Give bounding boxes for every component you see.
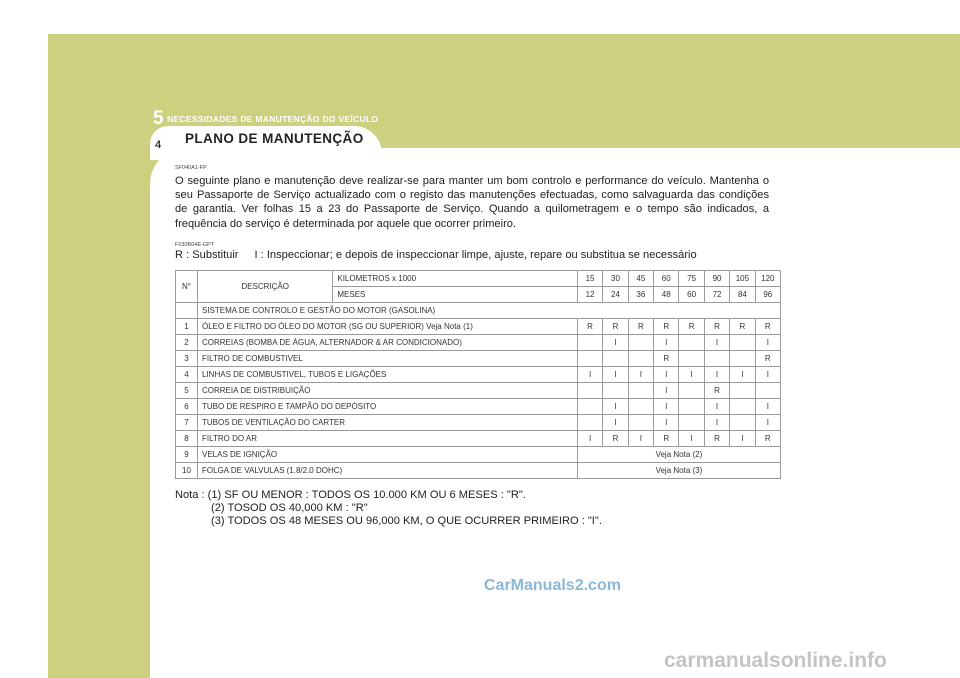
interval-cell bbox=[577, 335, 602, 351]
months-cell: 72 bbox=[704, 287, 729, 303]
km-cell: 90 bbox=[704, 271, 729, 287]
notes bbox=[175, 489, 602, 528]
note-2: (2) TOSOD OS 40,000 KM : "R" bbox=[211, 502, 368, 514]
interval-cell: R bbox=[654, 351, 679, 367]
km-cell: 30 bbox=[603, 271, 628, 287]
legend bbox=[175, 249, 697, 261]
interval-cell bbox=[704, 351, 729, 367]
interval-cell bbox=[679, 399, 704, 415]
row-description: TUBOS DE VENTILAÇÃO DO CARTER bbox=[198, 415, 578, 431]
page-number: 4 bbox=[155, 139, 162, 151]
interval-cell bbox=[730, 383, 755, 399]
group-num-cell bbox=[176, 303, 198, 319]
interval-cell: R bbox=[679, 319, 704, 335]
km-cell: 75 bbox=[679, 271, 704, 287]
row-number: 6 bbox=[176, 399, 198, 415]
table-row bbox=[176, 335, 781, 351]
interval-cell: R bbox=[577, 319, 602, 335]
table-row bbox=[176, 431, 781, 447]
interval-cell: I bbox=[755, 415, 780, 431]
legend-code: F030B04E-GPT bbox=[175, 242, 215, 248]
row-description: CORREIA DE DISTRIBUIÇÃO bbox=[198, 383, 578, 399]
interval-cell bbox=[730, 399, 755, 415]
interval-cell bbox=[679, 415, 704, 431]
row-description: TUBO DE RESPIRO E TAMPÃO DO DEPÓSITO bbox=[198, 399, 578, 415]
interval-cell: I bbox=[654, 415, 679, 431]
interval-cell bbox=[679, 383, 704, 399]
km-cell: 60 bbox=[654, 271, 679, 287]
row-description: CORREIAS (BOMBA DE ÁGUA, ALTERNADOR & AR CONDICIONADO) bbox=[198, 335, 578, 351]
table-header-km bbox=[176, 271, 781, 287]
interval-cell: R bbox=[628, 319, 653, 335]
interval-cell: I bbox=[755, 399, 780, 415]
row-description: VELAS DE IGNIÇÃO bbox=[198, 447, 578, 463]
interval-cell: R bbox=[654, 431, 679, 447]
chapter-number: 5 bbox=[153, 108, 164, 129]
legend-inspect: I : Inspeccionar; e depois de inspeccionar limpe, ajuste, repare ou substitua se necessário bbox=[254, 249, 697, 261]
table-row bbox=[176, 367, 781, 383]
num-header: N° bbox=[176, 271, 198, 303]
months-cell: 60 bbox=[679, 287, 704, 303]
interval-cell: I bbox=[654, 383, 679, 399]
row-description: LINHAS DE COMBUSTIVEL, TUBOS E LIGAÇÕES bbox=[198, 367, 578, 383]
row-description: FILTRO DO AR bbox=[198, 431, 578, 447]
maintenance-table bbox=[175, 270, 781, 479]
interval-cell bbox=[679, 335, 704, 351]
km-label: KILOMETROS x 1000 bbox=[333, 271, 578, 287]
chapter-title: NECESSIDADES DE MANUTENÇÃO DO VEÍCULO bbox=[167, 114, 379, 124]
interval-cell: R bbox=[755, 431, 780, 447]
interval-cell: I bbox=[603, 399, 628, 415]
km-cell: 105 bbox=[730, 271, 755, 287]
table-body bbox=[176, 319, 781, 479]
group-title: SISTEMA DE CONTROLO E GESTÃO DO MOTOR (GASOLINA) bbox=[198, 303, 781, 319]
intro-paragraph: O seguinte plano e manutenção deve realizar-se para manter um bom controlo e performance do veículo. Mantenha o seu Passaporte de Serviço actualizado com o registo das manutenções efectuadas, como salvaguarda das condições de garantia. Ver folhas 15 a 23 do Passaporte de Serviço. Quando a quilometragem e o tempo são indicados, a frequência do serviço é determinada por aquele que ocorrer primeiro. bbox=[175, 175, 769, 230]
interval-cell: I bbox=[628, 431, 653, 447]
km-cell: 15 bbox=[577, 271, 602, 287]
note-3: (3) TODOS OS 48 MESES OU 96,000 KM, O QUE OCURRER PRIMEIRO : "I". bbox=[211, 515, 602, 527]
row-description: FILTRO DE COMBUSTIVEL bbox=[198, 351, 578, 367]
row-description: ÓLEO E FILTRO DO ÓLEO DO MOTOR (SG OU SUPERIOR) Veja Nota (1) bbox=[198, 319, 578, 335]
interval-cell bbox=[755, 383, 780, 399]
interval-cell bbox=[679, 351, 704, 367]
interval-cell bbox=[577, 351, 602, 367]
table-row bbox=[176, 351, 781, 367]
interval-cell bbox=[628, 399, 653, 415]
km-cell: 45 bbox=[628, 271, 653, 287]
table-row bbox=[176, 399, 781, 415]
months-cell: 12 bbox=[577, 287, 602, 303]
interval-cell: I bbox=[628, 367, 653, 383]
interval-cell: I bbox=[755, 367, 780, 383]
interval-cell: R bbox=[755, 351, 780, 367]
table-row bbox=[176, 319, 781, 335]
row-number: 3 bbox=[176, 351, 198, 367]
interval-cell: I bbox=[704, 415, 729, 431]
interval-cell bbox=[577, 399, 602, 415]
interval-cell bbox=[603, 383, 628, 399]
interval-cell: R bbox=[704, 319, 729, 335]
interval-cell bbox=[730, 415, 755, 431]
interval-cell: I bbox=[704, 399, 729, 415]
row-number: 4 bbox=[176, 367, 198, 383]
km-cell: 120 bbox=[755, 271, 780, 287]
interval-cell: I bbox=[654, 367, 679, 383]
interval-cell bbox=[603, 351, 628, 367]
watermark-carmanuals2: CarManuals2.com bbox=[484, 577, 621, 594]
interval-cell: I bbox=[603, 367, 628, 383]
row-number: 9 bbox=[176, 447, 198, 463]
note-1: Nota : (1) SF OU MENOR : TODOS OS 10.000 KM OU 6 MESES : "R". bbox=[175, 489, 526, 501]
interval-cell: I bbox=[704, 367, 729, 383]
interval-cell bbox=[628, 351, 653, 367]
months-cell: 48 bbox=[654, 287, 679, 303]
watermark-carmanualsonline: carmanualsonline.info bbox=[664, 649, 887, 672]
interval-cell: I bbox=[679, 431, 704, 447]
interval-cell: R bbox=[704, 383, 729, 399]
legend-replace: R : Substituir bbox=[175, 249, 239, 261]
interval-cell: R bbox=[603, 431, 628, 447]
row-description: FOLGA DE VALVULAS (1.8/2.0 DOHC) bbox=[198, 463, 578, 479]
table-row bbox=[176, 447, 781, 463]
interval-cell: R bbox=[603, 319, 628, 335]
interval-cell: I bbox=[654, 335, 679, 351]
interval-cell: I bbox=[603, 415, 628, 431]
interval-cell: I bbox=[577, 367, 602, 383]
interval-cell: I bbox=[603, 335, 628, 351]
interval-cell bbox=[628, 335, 653, 351]
row-number: 5 bbox=[176, 383, 198, 399]
interval-cell: R bbox=[704, 431, 729, 447]
months-cell: 36 bbox=[628, 287, 653, 303]
table-row bbox=[176, 415, 781, 431]
row-number: 10 bbox=[176, 463, 198, 479]
group-row bbox=[176, 303, 781, 319]
table-row bbox=[176, 463, 781, 479]
months-label: MESES bbox=[333, 287, 578, 303]
interval-cell: I bbox=[577, 431, 602, 447]
interval-cell: R bbox=[730, 319, 755, 335]
interval-cell: I bbox=[679, 367, 704, 383]
row-number: 1 bbox=[176, 319, 198, 335]
row-note: Veja Nota (2) bbox=[577, 447, 780, 463]
interval-cell: I bbox=[730, 431, 755, 447]
interval-cell bbox=[628, 415, 653, 431]
interval-cell: I bbox=[654, 399, 679, 415]
section-title: PLANO DE MANUTENÇÃO bbox=[185, 131, 364, 146]
table-row bbox=[176, 383, 781, 399]
row-number: 8 bbox=[176, 431, 198, 447]
interval-cell: I bbox=[730, 367, 755, 383]
interval-cell: I bbox=[755, 335, 780, 351]
interval-cell: R bbox=[654, 319, 679, 335]
interval-cell: I bbox=[704, 335, 729, 351]
interval-cell bbox=[730, 335, 755, 351]
months-cell: 96 bbox=[755, 287, 780, 303]
desc-header: DESCRIÇÃO bbox=[198, 271, 333, 303]
interval-cell bbox=[730, 351, 755, 367]
interval-cell bbox=[577, 415, 602, 431]
months-cell: 84 bbox=[730, 287, 755, 303]
row-note: Veja Nota (3) bbox=[577, 463, 780, 479]
interval-cell: R bbox=[755, 319, 780, 335]
months-cell: 24 bbox=[603, 287, 628, 303]
row-number: 2 bbox=[176, 335, 198, 351]
intro-code: SF040A1-FP bbox=[175, 165, 207, 171]
row-number: 7 bbox=[176, 415, 198, 431]
interval-cell bbox=[577, 383, 602, 399]
interval-cell bbox=[628, 383, 653, 399]
